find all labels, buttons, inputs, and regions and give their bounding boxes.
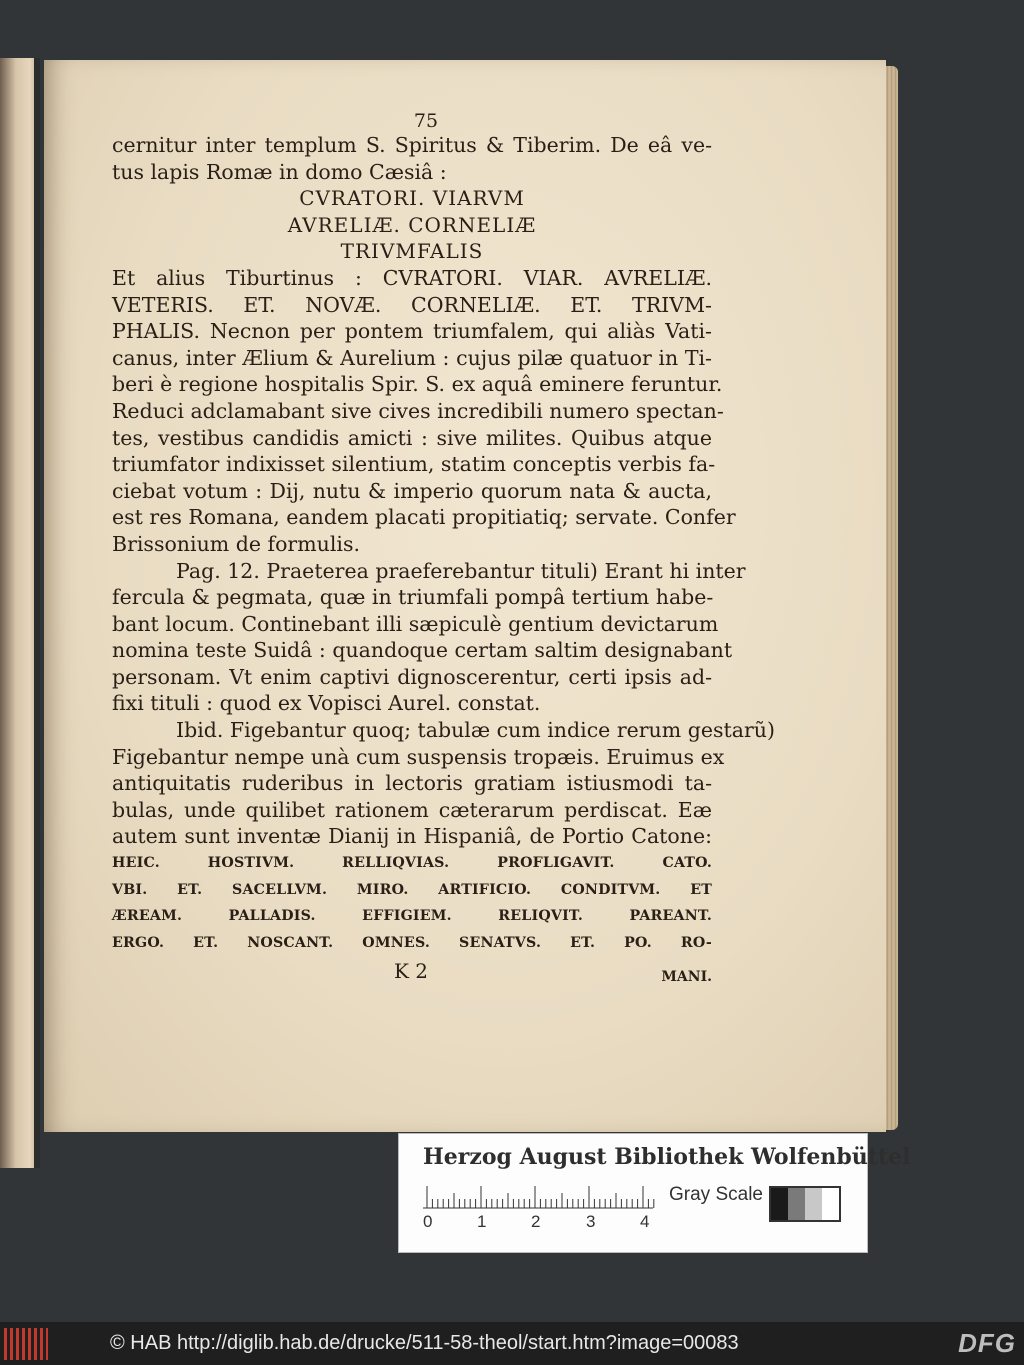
text-line: fercula & pegmata, quæ in triumfali pompâ tertium habe- (112, 585, 714, 610)
page-number: 75 (413, 110, 439, 132)
ruler-number: 3 (586, 1212, 596, 1230)
inscription-line: TRIVMFALIS (340, 239, 484, 264)
gray-swatch (822, 1188, 839, 1220)
page-footer-line (112, 958, 712, 991)
catchword: MANI. (661, 969, 712, 986)
text-line: bant locum. Continebant illi sæpiculè gentium devictarum (112, 611, 719, 636)
text-line: triumfator indixisset silentium, statim conceptis verbis fa- (112, 452, 716, 477)
text-line: PHALIS. Necnon per pontem triumfalem, qui aliàs Vati- (112, 319, 712, 344)
text-line: Pag. 12. Praeterea praeferebantur tituli) Erant hi inter (176, 558, 746, 583)
text-line: autem sunt inventæ Dianij in Hispaniâ, de Portio Catone: (112, 824, 712, 849)
text-line: cernitur inter templum S. Spiritus & Tiberim. De eâ ve- (112, 133, 712, 157)
ruler-number: 2 (531, 1212, 541, 1230)
page-text (112, 110, 775, 991)
text-line: nomina teste Suidâ : quandoque certam saltim designabant (112, 638, 733, 663)
gray-swatch (805, 1188, 822, 1220)
text-line: Ibid. Figebantur quoq; tabulæ cum indice rerum gestarũ) (176, 718, 775, 743)
ruler-number: 1 (477, 1212, 487, 1230)
text-line: fixi tituli : quod ex Vopisci Aurel. constat. (112, 691, 541, 716)
text-line: tus lapis Romæ in domo Cæsiâ : (112, 159, 447, 184)
inscription-line: AVRELIÆ. CORNELIÆ (287, 212, 537, 237)
signature-mark: K 2 (394, 959, 429, 984)
text-line: Brissonium de formulis. (112, 531, 361, 556)
facing-page-edge (0, 58, 40, 1168)
inscription-line: VBI. ET. SACELLVM. MIRO. ARTIFICIO. CONDITVM. ET (112, 881, 712, 898)
text-line: antiquitatis ruderibus in lectoris gratiam istiusmodi ta- (112, 771, 712, 796)
hab-logo-icon (4, 1328, 48, 1360)
text-line: Reduci adclamabant sive cives incredibili numero spectan- (112, 398, 724, 423)
measurement-ruler (423, 1180, 663, 1230)
text-line: Figebantur nempe unà cum suspensis tropæis. Eruimus ex (112, 744, 725, 769)
dfg-logo: DFG (958, 1328, 1016, 1358)
gray-scale-label: Gray Scale (669, 1184, 763, 1205)
text-line: Et alius Tiburtinus : CVRATORI. VIAR. AVRELIÆ. (112, 265, 712, 290)
copyright-link[interactable]: © HAB http://diglib.hab.de/drucke/511-58-theol/start.htm?image=00083 (110, 1332, 739, 1354)
library-label-card (398, 1133, 911, 1253)
text-line: VETERIS. ET. NOVÆ. CORNELIÆ. ET. TRIVM- (112, 292, 712, 317)
library-name: Herzog August Bibliothek Wolfenbüttel (423, 1144, 911, 1170)
text-line: personam. Vt enim captivi dignoscerentur, certi ipsis ad- (112, 664, 712, 689)
text-line: bulas, unde quilibet rationem cæterarum perdiscat. Eæ (112, 797, 712, 822)
inscription-line: CVRATORI. VIARVM (299, 186, 525, 211)
gray-swatch (771, 1188, 788, 1220)
ruler-number: 4 (640, 1212, 650, 1230)
inscription-line: ERGO. ET. NOSCANT. OMNES. SENATVS. ET. PO. RO- (112, 934, 712, 951)
inscription-line: HEIC. HOSTIVM. RELLIQVIAS. PROFLIGAVIT. CATO. (112, 855, 712, 872)
ruler-number: 0 (423, 1212, 433, 1230)
text-line: beri è regione hospitalis Spir. S. ex aquâ eminere feruntur. (112, 372, 723, 397)
gray-scale-swatches (769, 1186, 841, 1222)
gray-swatch (788, 1188, 805, 1220)
inscription-line: ÆREAM. PALLADIS. EFFIGIEM. RELIQVIT. PAREANT. (112, 908, 712, 925)
viewer-footer (0, 1322, 1024, 1365)
text-line: canus, inter Ælium & Aurelium : cujus pilæ quatuor in Ti- (112, 345, 712, 370)
text-line: est res Romana, eandem placati propitiatiq; servate. Confer (112, 505, 736, 530)
text-line: tes, vestibus candidis amicti : sive milites. Quibus atque (112, 425, 712, 450)
text-line: ciebat votum : Dij, nutu & imperio quorum nata & aucta, (112, 478, 712, 503)
